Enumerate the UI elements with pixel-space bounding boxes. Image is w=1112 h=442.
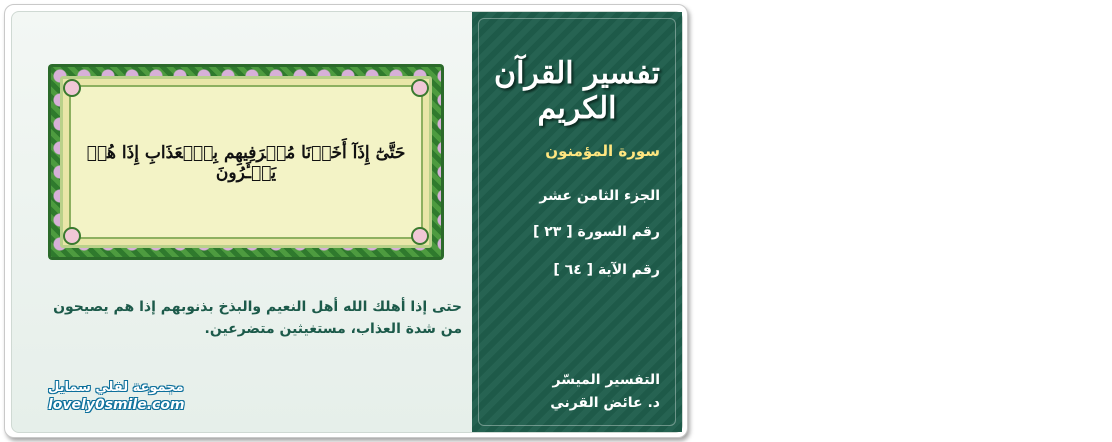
flower-ornament-icon [411, 79, 429, 97]
ayah-number: رقم الآية [ ٦٤ ] [553, 262, 660, 278]
flower-ornament-icon [63, 79, 81, 97]
site-url[interactable]: lovely0smile.com [48, 397, 185, 413]
verse-explanation: حتى إذا أهلك الله أهل النعيم والبذخ بذنوبهم إذا هم يصيحون من شدة العذاب، مستغيثين متضرعين. [53, 299, 462, 337]
tafsir-name: التفسير الميسّر [552, 372, 660, 388]
verse-panel [69, 85, 423, 239]
juz-label: الجزء الثامن عشر [539, 188, 660, 204]
ornament-inner-border [60, 76, 432, 248]
quran-verse: حَتَّىٰٓ إِذَآ أَخَذۡنَا مُتۡرَفِيهِم بِٱلۡعَذَابِ إِذَا هُمۡ يَجۡـَٔرُونَ [86, 143, 406, 183]
flower-ornament-icon [63, 227, 81, 245]
sidebar-panel [472, 12, 1095, 432]
tafsir-card [4, 4, 1095, 438]
surah-name: سورة المؤمنون [545, 142, 660, 160]
author-name: د. عائض القرني [550, 395, 660, 411]
card-inner [11, 11, 1095, 433]
site-name-arabic: مجموعة لفلي سمايل [48, 380, 184, 395]
sidebar-title: تفسير القرآن الكريم [494, 56, 660, 126]
verse-ornament-frame [48, 64, 444, 260]
surah-number: رقم السورة [ ٢٣ ] [532, 224, 660, 240]
sidebar-watermark: تفسير القرآن [829, 342, 1095, 398]
flower-ornament-icon [411, 227, 429, 245]
